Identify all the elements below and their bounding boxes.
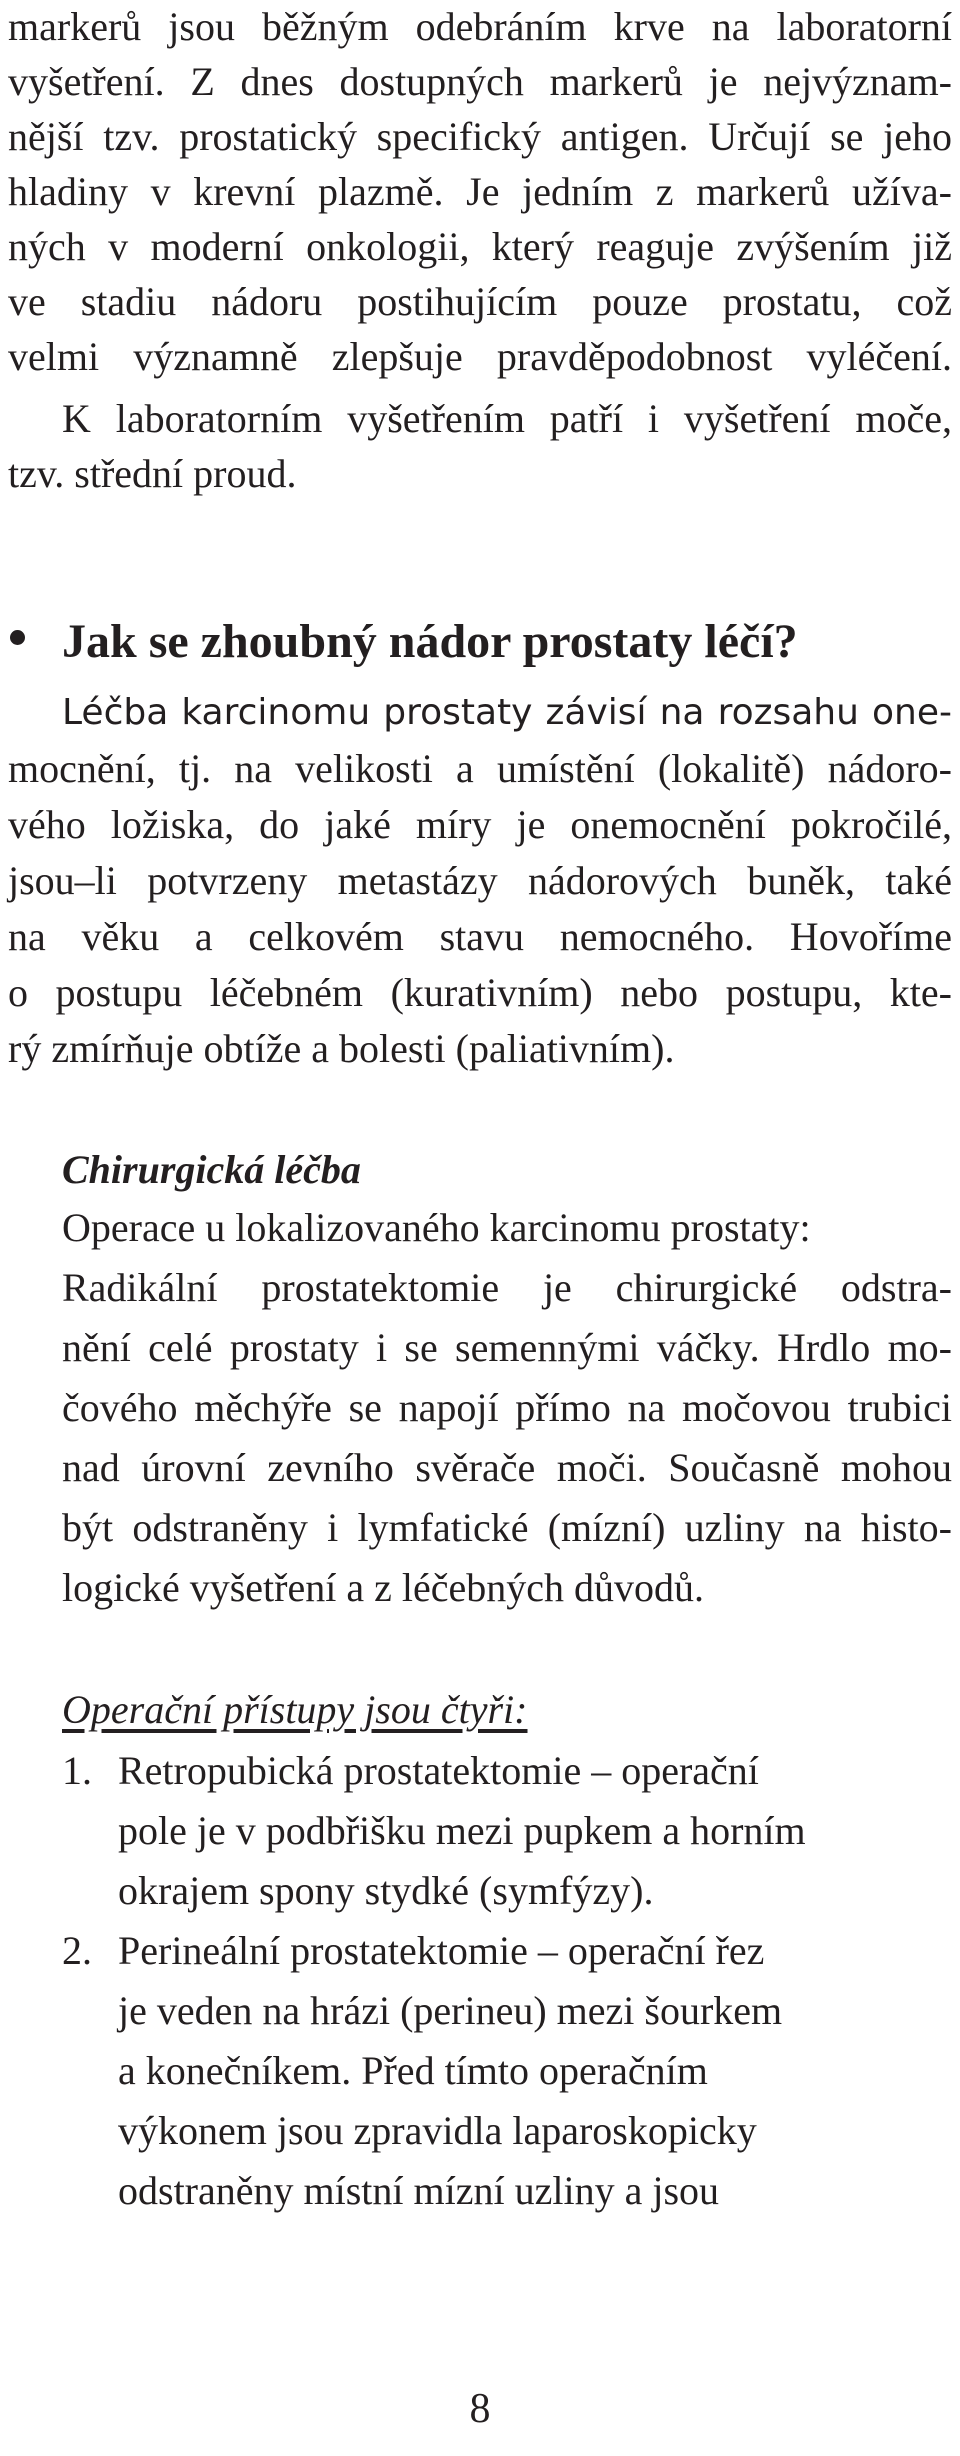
text-line: K laboratorním vyšetřením patří i vyšetření moče, — [62, 396, 952, 441]
text-line: výkonem jsou zpravidla laparoskopicky — [118, 2108, 757, 2153]
text-line: Radikální prostatektomie je chirurgické odstra- — [62, 1265, 952, 1310]
text-line: na věku a celkovém stavu nemocného. Hovoříme — [8, 914, 952, 959]
text-line: být odstraněny i lymfatické (mízní) uzliny na histo- — [62, 1505, 952, 1550]
text-line: o postupu léčebném (kurativním) nebo postupu, kte- — [8, 970, 952, 1015]
access-heading: Operační přístupy jsou čtyři: — [62, 1687, 528, 1732]
text-line: Léčba karcinomu prostaty závisí na rozsahu one- — [62, 692, 952, 733]
text-line: rý zmírňuje obtíže a bolesti (paliativním). — [8, 1026, 675, 1071]
text-line: nění celé prostaty i se semennými váčky. Hrdlo mo- — [62, 1325, 952, 1370]
text-line: vyšetření. Z dnes dostupných markerů je nejvýznam- — [8, 59, 952, 104]
text-line: markerů jsou běžným odebráním krve na laboratorní — [8, 4, 952, 49]
text-line: čového měchýře se napojí přímo na močovou trubici — [62, 1385, 952, 1430]
text-line: odstraněny místní mízní uzliny a jsou — [118, 2168, 720, 2213]
text-line: ve stadiu nádoru postihujícím pouze prostatu, což — [8, 279, 952, 324]
text-line: tzv. střední proud. — [8, 451, 297, 496]
list-item-number: 2. — [62, 1928, 92, 1973]
text-line: ných v moderní onkologii, který reaguje zvýšením již — [8, 224, 952, 269]
list-item-number: 1. — [62, 1748, 92, 1793]
text-line: a konečníkem. Před tímto operačním — [118, 2048, 708, 2093]
text-line: okrajem spony stydké (symfýzy). — [118, 1868, 654, 1913]
text-line: nější tzv. prostatický specifický antigen. Určují se jeho — [8, 114, 952, 159]
surgery-heading: Chirurgická léčba — [62, 1147, 361, 1192]
page-number: 8 — [469, 2386, 491, 2432]
bullet-icon — [10, 630, 25, 645]
text-line: logické vyšetření a z léčebných důvodů. — [62, 1565, 704, 1610]
text-line: jsou–li potvrzeny metastázy nádorových buněk, také — [8, 858, 952, 903]
text-line: pole je v podbřišku mezi pupkem a horním — [118, 1808, 806, 1853]
text-line: Operace u lokalizovaného karcinomu prostaty: — [62, 1205, 811, 1250]
text-line: nad úrovní zevního svěrače moči. Současně mohou — [62, 1445, 952, 1490]
text-line: vého ložiska, do jaké míry je onemocnění pokročilé, — [8, 802, 952, 847]
section-heading: Jak se zhoubný nádor prostaty léčí? — [62, 615, 798, 668]
text-line: je veden na hrázi (perineu) mezi šourkem — [118, 1988, 783, 2033]
text-line: velmi významně zlepšuje pravděpodobnost vyléčení. — [8, 334, 952, 379]
text-line: Perineální prostatektomie – operační řez — [118, 1928, 765, 1973]
text-line: hladiny v krevní plazmě. Je jedním z markerů užíva- — [8, 169, 952, 214]
text-line: mocnění, tj. na velikosti a umístění (lokalitě) nádoro- — [8, 746, 952, 791]
text-line: Retropubická prostatektomie – operační — [118, 1748, 759, 1793]
